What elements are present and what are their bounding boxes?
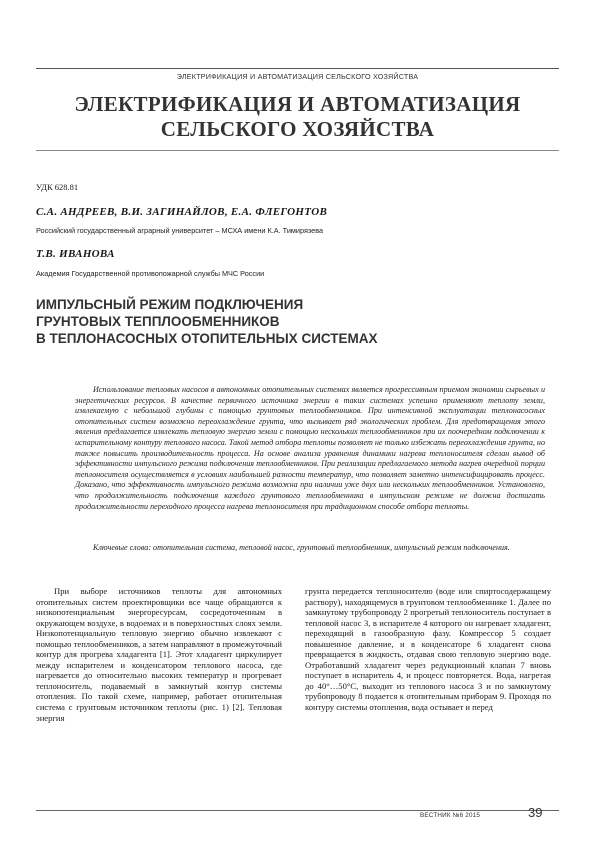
body-column-left: При выборе источников теплоты для автономных отопительных систем проектировщики все чаще обращаются к низкопотенциальным энергоресурсам, сосредоточенным в окружающем воздухе, в водоемах и в поверхностных слоях земли. Низкопотенциальную тепловую энергию обычно извлекают с помощью теплообменников, а затем направляют в промежуточный контур для прогрева хладагента [1]. Этот хладагент циркулирует между испарителем и конденсатором теплового насоса, где нагревается до относительно высоких температур и прогревает теплоноситель, подаваемый в замкнутый контур системы отопления. По такой схеме, например, работает отопительная система с грунтовым источником теплоты (рис. 1) [2]. Тепловая энергия xyxy=(36,586,282,723)
authors-first-group: С.А. АНДРЕЕВ, В.И. ЗАГИНАЙЛОВ, Е.А. ФЛЕГОНТОВ xyxy=(36,206,328,218)
section-title-line2: СЕЛЬСКОГО ХОЗЯЙСТВА xyxy=(160,117,435,141)
page-number: 39 xyxy=(528,805,543,820)
udc-code: УДК 628.81 xyxy=(36,182,79,192)
section-title xyxy=(36,92,559,142)
keywords: Ключевые слова: отопительная система, тепловой насос, грунтовый теплообменник, импульсный режим подключения. xyxy=(93,543,510,552)
footer-journal-issue: ВЕСТНИК №6 2015 xyxy=(420,812,481,819)
authors-second-group: Т.В. ИВАНОВА xyxy=(36,248,115,260)
article-title-line3: В ТЕПЛОНАСОСНЫХ ОТОПИТЕЛЬНЫХ СИСТЕМАХ xyxy=(36,331,378,346)
affiliation-first: Российский государственный аграрный университет – МСХА имени К.А. Тимирязева xyxy=(36,226,324,235)
abstract: Использование тепловых насосов в автономных отопительных системах является прогрессивным приемом экономии сырьевых и энергетических ресурсов. В качестве первичного источника энергии в таких системах успешно применяют теплоту земли, извлекаемую с небольшой глубины с помощью грунтовых теплообменников. При интенсивной эксплуатации теплонасосных отопительных систем возможно переохлаждение грунта, что вызывает ряд экологических проблем. Для предотвращения этого явления предлагается извлекать тепловую энергию земли с помощью нескольких теплообменников при их поочередном подключении к испарительному контуру теплового насоса. Такой метод отбора теплоты позволяет не только избежать переохлаждения грунта, но также повысить производительность процесса. На основе анализа уравнения динамики нагрева теплоносителя сделан вывод об эффективности импульсного режима подключения теплообменников. При реализации предлагаемого метода нагрев очередной порции теплоносителя осуществляется в условиях наибольшей разности температур, что позволяет заметно интенсифицировать процесс. Доказано, что эффективность импульсного режима возможна при наличии уже двух или нескольких теплообменников. Установлено, что продолжительность подключения каждого грунтового теплообменника в импульсном режиме не должна достигать продолжительности переходного процесса нагрева теплоносителя при традиционном способе отбора теплоты. xyxy=(75,385,545,511)
footer-divider xyxy=(36,810,559,811)
article-title-line2: ГРУНТОВЫХ ТЕППЛООБМЕННИКОВ xyxy=(36,314,280,329)
body-column-right: грунта передается теплоносителю (воде или спиртосодержащему раствору), находящемуся в грунтовом теплообменнике 1. Далее по замкнутому трубопроводу 2 прогретый теплоноситель поступает в тепловой насос 3, в испарителе 4 которого он нагревает хладагент, переходящий в газообразную фазу. Компрессор 5 создает повышенное давление, и в конденсаторе 6 хладагент снова превращается в жидкость, отдавая свою тепловую энергию воде. Отработавший хладагент через редукционный клапан 7 вновь поступает в испаритель 4, и процесс повторяется. Вода, нагретая до 40°…50°C, выходит из теплового насоса 3 и по замкнутому трубопроводу 8 подается к отопительным приборам 9. Проходя по контуру системы отопления, вода остывает и перед xyxy=(305,586,551,713)
affiliation-second: Академия Государственной противопожарной службы МЧС России xyxy=(36,269,265,278)
running-head: ЭЛЕКТРИФИКАЦИЯ И АВТОМАТИЗАЦИЯ СЕЛЬСКОГО ХОЗЯЙСТВА xyxy=(36,68,559,81)
section-title-line1: ЭЛЕКТРИФИКАЦИЯ И АВТОМАТИЗАЦИЯ xyxy=(74,92,521,116)
section-divider xyxy=(36,150,559,151)
article-title-line1: ИМПУЛЬСНЫЙ РЕЖИМ ПОДКЛЮЧЕНИЯ xyxy=(36,297,304,312)
article-title xyxy=(36,296,496,347)
